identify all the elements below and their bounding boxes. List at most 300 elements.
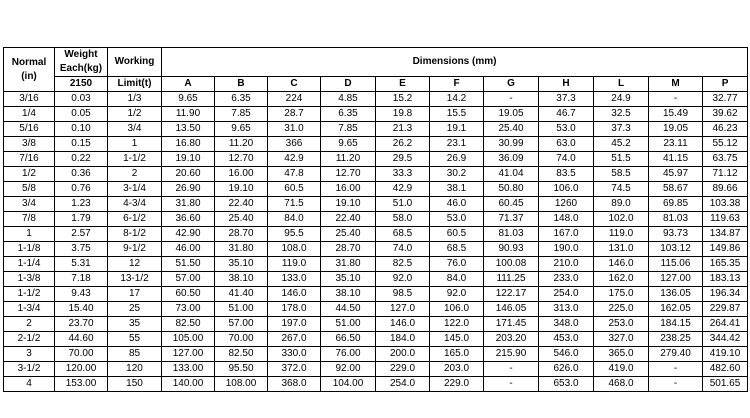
table-cell: 53.0: [430, 212, 484, 227]
table-cell: 51.5: [594, 152, 649, 167]
table-cell: 348.0: [539, 317, 594, 332]
table-cell: 145.0: [430, 332, 484, 347]
table-cell: 105.00: [162, 332, 215, 347]
table-cell: 31.0: [268, 122, 321, 137]
table-cell: 148.0: [539, 212, 594, 227]
table-cell: 103.38: [703, 197, 748, 212]
table-cell: 9.65: [215, 122, 268, 137]
table-row: [4, 212, 748, 227]
table-cell: 19.10: [215, 182, 268, 197]
table-cell: 2-1/2: [4, 332, 55, 347]
table-cell: 7/8: [4, 212, 55, 227]
table-cell: 5/8: [4, 182, 55, 197]
table-cell: 53.0: [539, 122, 594, 137]
table-cell: 146.0: [594, 257, 649, 272]
table-cell: 44.50: [321, 302, 376, 317]
table-cell: 29.5: [376, 152, 430, 167]
header-weight-sub: 2150: [55, 77, 108, 92]
table-row: [4, 272, 748, 287]
table-cell: 22.40: [215, 197, 268, 212]
table-cell: 0.36: [55, 167, 108, 182]
table-cell: 51.0: [376, 197, 430, 212]
table-cell: 73.00: [162, 302, 215, 317]
table-cell: -: [649, 92, 703, 107]
table-cell: 203.0: [430, 362, 484, 377]
table-row: [4, 362, 748, 377]
table-cell: 149.86: [703, 242, 748, 257]
table-row: [4, 107, 748, 122]
table-cell: 69.85: [649, 197, 703, 212]
table-cell: 89.66: [703, 182, 748, 197]
table-cell: 98.5: [376, 287, 430, 302]
table-row: [4, 122, 748, 137]
table-cell: 14.2: [430, 92, 484, 107]
table-header: [4, 48, 748, 92]
table-cell: 92.00: [321, 362, 376, 377]
table-cell: 122.0: [430, 317, 484, 332]
table-cell: 58.5: [594, 167, 649, 182]
table-cell: 41.40: [215, 287, 268, 302]
table-cell: 9.43: [55, 287, 108, 302]
table-cell: 25.40: [215, 212, 268, 227]
table-cell: 1-1/8: [4, 242, 55, 257]
table-cell: 76.00: [321, 347, 376, 362]
table-cell: 233.0: [539, 272, 594, 287]
table-cell: 3/16: [4, 92, 55, 107]
table-cell: 25.40: [321, 227, 376, 242]
table-cell: 7/16: [4, 152, 55, 167]
table-cell: 468.0: [594, 377, 649, 392]
table-cell: 229.0: [376, 362, 430, 377]
header-row-columns: [4, 77, 748, 92]
table-cell: 626.0: [539, 362, 594, 377]
table-cell: 70.00: [215, 332, 268, 347]
table-cell: 171.45: [484, 317, 539, 332]
table-cell: 1.23: [55, 197, 108, 212]
table-cell: 58.0: [376, 212, 430, 227]
table-cell: 46.7: [539, 107, 594, 122]
table-cell: 6.35: [321, 107, 376, 122]
table-cell: 11.20: [321, 152, 376, 167]
header-col-e: E: [376, 77, 430, 92]
table-cell: 146.05: [484, 302, 539, 317]
table-cell: 36.60: [162, 212, 215, 227]
table-cell: 50.80: [484, 182, 539, 197]
table-cell: 0.05: [55, 107, 108, 122]
table-cell: 267.0: [268, 332, 321, 347]
table-cell: 44.60: [55, 332, 108, 347]
table-cell: -: [484, 92, 539, 107]
table-cell: 127.00: [162, 347, 215, 362]
table-cell: 119.0: [594, 227, 649, 242]
table-row: [4, 137, 748, 152]
table-cell: 119.63: [703, 212, 748, 227]
header-col-d: D: [321, 77, 376, 92]
table-cell: 51.50: [162, 257, 215, 272]
table-cell: 20.60: [162, 167, 215, 182]
header-col-l: L: [594, 77, 649, 92]
table-cell: 165.0: [430, 347, 484, 362]
table-cell: 90.93: [484, 242, 539, 257]
table-cell: 120.00: [55, 362, 108, 377]
table-cell: 37.3: [594, 122, 649, 137]
table-cell: 15.40: [55, 302, 108, 317]
table-cell: 6-1/2: [108, 212, 162, 227]
table-cell: 57.00: [215, 317, 268, 332]
table-cell: 19.05: [649, 122, 703, 137]
table-cell: 3/4: [4, 197, 55, 212]
table-row: [4, 287, 748, 302]
header-working: Working: [108, 48, 162, 77]
table-cell: 372.0: [268, 362, 321, 377]
table-cell: 327.0: [594, 332, 649, 347]
table-cell: 15.2: [376, 92, 430, 107]
table-cell: 1/2: [108, 107, 162, 122]
table-cell: 36.09: [484, 152, 539, 167]
table-cell: 200.0: [376, 347, 430, 362]
table-cell: 9.65: [321, 137, 376, 152]
table-row: [4, 347, 748, 362]
table-cell: 184.0: [376, 332, 430, 347]
table-cell: 134.87: [703, 227, 748, 242]
table-cell: 229.87: [703, 302, 748, 317]
table-cell: 419.10: [703, 347, 748, 362]
table-cell: 71.5: [268, 197, 321, 212]
table-cell: 19.05: [484, 107, 539, 122]
table-cell: 81.03: [649, 212, 703, 227]
table-cell: 19.8: [376, 107, 430, 122]
table-cell: 37.3: [539, 92, 594, 107]
table-cell: 30.99: [484, 137, 539, 152]
table-cell: 60.5: [268, 182, 321, 197]
table-cell: 119.0: [268, 257, 321, 272]
table-cell: 2.57: [55, 227, 108, 242]
table-cell: 4.85: [321, 92, 376, 107]
specification-table: [3, 47, 748, 392]
table-cell: 55: [108, 332, 162, 347]
table-cell: 131.0: [594, 242, 649, 257]
table-cell: -: [484, 362, 539, 377]
table-cell: 1: [108, 137, 162, 152]
table-cell: 225.0: [594, 302, 649, 317]
table-cell: 26.9: [430, 152, 484, 167]
table-cell: 190.0: [539, 242, 594, 257]
table-cell: 68.5: [430, 242, 484, 257]
table-cell: 1-1/2: [4, 287, 55, 302]
table-cell: 32.77: [703, 92, 748, 107]
table-row: [4, 377, 748, 392]
table-cell: 167.0: [539, 227, 594, 242]
table-cell: 81.03: [484, 227, 539, 242]
table-cell: 210.0: [539, 257, 594, 272]
table-cell: 203.20: [484, 332, 539, 347]
table-cell: -: [484, 377, 539, 392]
header-col-f: F: [430, 77, 484, 92]
table-cell: 136.05: [649, 287, 703, 302]
table-cell: 26.2: [376, 137, 430, 152]
table-cell: 0.10: [55, 122, 108, 137]
header-normal-line2: (in): [21, 70, 37, 82]
table-cell: 31.80: [215, 242, 268, 257]
table-cell: 365.0: [594, 347, 649, 362]
table-cell: 120: [108, 362, 162, 377]
table-cell: 215.90: [484, 347, 539, 362]
table-cell: 3-1/2: [4, 362, 55, 377]
table-body: [4, 92, 748, 392]
table-row: [4, 152, 748, 167]
table-cell: 330.0: [268, 347, 321, 362]
table-cell: 165.35: [703, 257, 748, 272]
table-cell: 11.20: [215, 137, 268, 152]
table-cell: 313.0: [539, 302, 594, 317]
table-cell: 89.0: [594, 197, 649, 212]
table-cell: 1.79: [55, 212, 108, 227]
table-cell: 46.00: [162, 242, 215, 257]
table-cell: 133.0: [268, 272, 321, 287]
table-cell: 28.7: [268, 107, 321, 122]
table-cell: 1/2: [4, 167, 55, 182]
header-col-p: P: [703, 77, 748, 92]
table-cell: 39.62: [703, 107, 748, 122]
table-cell: 279.40: [649, 347, 703, 362]
table-cell: 8-1/2: [108, 227, 162, 242]
table-cell: 653.0: [539, 377, 594, 392]
table-cell: 70.00: [55, 347, 108, 362]
table-cell: 162.0: [594, 272, 649, 287]
table-cell: 1-3/8: [4, 272, 55, 287]
table-cell: 4-3/4: [108, 197, 162, 212]
table-row: [4, 197, 748, 212]
header-dimensions: Dimensions (mm): [162, 48, 748, 77]
header-col-h: H: [539, 77, 594, 92]
table-cell: 35.10: [215, 257, 268, 272]
table-cell: 150: [108, 377, 162, 392]
table-cell: 57.00: [162, 272, 215, 287]
header-weight-line2: Each(kg): [59, 63, 103, 74]
table-cell: 19.1: [430, 122, 484, 137]
table-cell: 3/4: [108, 122, 162, 137]
table-cell: 127.0: [376, 302, 430, 317]
table-cell: 122.17: [484, 287, 539, 302]
table-cell: 7.85: [321, 122, 376, 137]
table-cell: 95.50: [215, 362, 268, 377]
table-cell: 13.50: [162, 122, 215, 137]
table-cell: 41.15: [649, 152, 703, 167]
table-cell: 0.22: [55, 152, 108, 167]
table-row: [4, 257, 748, 272]
table-cell: 42.9: [268, 152, 321, 167]
table-cell: 178.0: [268, 302, 321, 317]
table-cell: 38.10: [321, 287, 376, 302]
table-cell: 546.0: [539, 347, 594, 362]
table-cell: 23.1: [430, 137, 484, 152]
table-cell: 92.0: [430, 287, 484, 302]
table-cell: 71.37: [484, 212, 539, 227]
table-cell: 13-1/2: [108, 272, 162, 287]
header-col-g: G: [484, 77, 539, 92]
table-cell: 103.12: [649, 242, 703, 257]
table-cell: 0.03: [55, 92, 108, 107]
table-cell: 419.0: [594, 362, 649, 377]
table-cell: 84.0: [268, 212, 321, 227]
table-cell: 104.00: [321, 377, 376, 392]
table-cell: 60.5: [430, 227, 484, 242]
table-cell: 111.25: [484, 272, 539, 287]
table-cell: 3/8: [4, 137, 55, 152]
table-cell: 184.15: [649, 317, 703, 332]
table-row: [4, 332, 748, 347]
table-cell: 74.0: [539, 152, 594, 167]
table-cell: 60.45: [484, 197, 539, 212]
header-working-sub: Limit(t): [108, 77, 162, 92]
table-cell: 41.04: [484, 167, 539, 182]
table-cell: 115.06: [649, 257, 703, 272]
table-cell: 102.0: [594, 212, 649, 227]
table-cell: 453.0: [539, 332, 594, 347]
table-cell: 28.70: [321, 242, 376, 257]
table-cell: -: [649, 362, 703, 377]
table-cell: 46.0: [430, 197, 484, 212]
table-row: [4, 167, 748, 182]
table-cell: 153.00: [55, 377, 108, 392]
header-col-b: B: [215, 77, 268, 92]
table-cell: 26.90: [162, 182, 215, 197]
table-cell: 60.50: [162, 287, 215, 302]
table-cell: 344.42: [703, 332, 748, 347]
table-cell: 46.23: [703, 122, 748, 137]
table-cell: 5/16: [4, 122, 55, 137]
table-cell: 16.00: [215, 167, 268, 182]
table-cell: 1: [4, 227, 55, 242]
table-cell: 1-1/2: [108, 152, 162, 167]
table-cell: 25: [108, 302, 162, 317]
table-cell: 16.00: [321, 182, 376, 197]
table-row: [4, 227, 748, 242]
header-col-c: C: [268, 77, 321, 92]
table-row: [4, 242, 748, 257]
table-cell: 82.5: [376, 257, 430, 272]
table-cell: 162.05: [649, 302, 703, 317]
header-normal-line1: Normal: [11, 56, 47, 68]
table-row: [4, 317, 748, 332]
table-cell: 224: [268, 92, 321, 107]
table-cell: 7.18: [55, 272, 108, 287]
table-row: [4, 92, 748, 107]
table-cell: 2: [108, 167, 162, 182]
table-cell: 21.3: [376, 122, 430, 137]
table-cell: 254.0: [376, 377, 430, 392]
table-cell: 17: [108, 287, 162, 302]
table-cell: 196.34: [703, 287, 748, 302]
table-cell: 28.70: [215, 227, 268, 242]
table-cell: 264.41: [703, 317, 748, 332]
table-cell: 127.00: [649, 272, 703, 287]
table-cell: 51.00: [215, 302, 268, 317]
table-cell: 35.10: [321, 272, 376, 287]
table-cell: 23.11: [649, 137, 703, 152]
table-cell: 1/4: [4, 107, 55, 122]
table-cell: 175.0: [594, 287, 649, 302]
table-cell: 1-3/4: [4, 302, 55, 317]
table-cell: 254.0: [539, 287, 594, 302]
table-cell: 15.49: [649, 107, 703, 122]
table-cell: 3.75: [55, 242, 108, 257]
specification-table-container: [3, 47, 747, 392]
table-cell: 71.12: [703, 167, 748, 182]
table-cell: 19.10: [162, 152, 215, 167]
table-cell: 24.9: [594, 92, 649, 107]
table-cell: 238.25: [649, 332, 703, 347]
table-cell: 51.00: [321, 317, 376, 332]
table-cell: 368.0: [268, 377, 321, 392]
table-cell: 74.0: [376, 242, 430, 257]
table-cell: 31.80: [162, 197, 215, 212]
table-cell: 9.65: [162, 92, 215, 107]
table-cell: 42.90: [162, 227, 215, 242]
table-cell: 16.80: [162, 137, 215, 152]
table-cell: 6.35: [215, 92, 268, 107]
table-cell: 83.5: [539, 167, 594, 182]
table-cell: 12.70: [215, 152, 268, 167]
table-cell: 1260: [539, 197, 594, 212]
table-cell: 2: [4, 317, 55, 332]
table-row: [4, 302, 748, 317]
table-cell: 68.5: [376, 227, 430, 242]
table-cell: 197.0: [268, 317, 321, 332]
table-cell: 93.73: [649, 227, 703, 242]
table-cell: 1-1/4: [4, 257, 55, 272]
table-cell: 74.5: [594, 182, 649, 197]
table-cell: 42.9: [376, 182, 430, 197]
table-cell: 35: [108, 317, 162, 332]
table-cell: 15.5: [430, 107, 484, 122]
table-cell: 45.2: [594, 137, 649, 152]
table-cell: 108.0: [268, 242, 321, 257]
table-cell: 92.0: [376, 272, 430, 287]
table-cell: 82.50: [162, 317, 215, 332]
table-cell: 12.70: [321, 167, 376, 182]
table-cell: 38.1: [430, 182, 484, 197]
table-cell: 108.00: [215, 377, 268, 392]
table-cell: 4: [4, 377, 55, 392]
table-cell: 0.15: [55, 137, 108, 152]
table-cell: 9-1/2: [108, 242, 162, 257]
table-cell: 23.70: [55, 317, 108, 332]
table-cell: 38.10: [215, 272, 268, 287]
table-cell: 58.67: [649, 182, 703, 197]
table-cell: 1/3: [108, 92, 162, 107]
table-cell: 3-1/4: [108, 182, 162, 197]
header-col-m: M: [649, 77, 703, 92]
table-cell: 25.40: [484, 122, 539, 137]
table-cell: 82.50: [215, 347, 268, 362]
table-cell: 45.97: [649, 167, 703, 182]
table-cell: 33.3: [376, 167, 430, 182]
table-cell: 253.0: [594, 317, 649, 332]
table-cell: 95.5: [268, 227, 321, 242]
table-cell: 55.12: [703, 137, 748, 152]
table-cell: 183.13: [703, 272, 748, 287]
table-cell: 85: [108, 347, 162, 362]
header-normal: [4, 48, 55, 92]
table-cell: 19.10: [321, 197, 376, 212]
header-col-a: A: [162, 77, 215, 92]
table-cell: 106.0: [430, 302, 484, 317]
table-cell: 0.76: [55, 182, 108, 197]
header-weight: [55, 48, 108, 77]
table-cell: 133.00: [162, 362, 215, 377]
table-cell: 146.0: [268, 287, 321, 302]
